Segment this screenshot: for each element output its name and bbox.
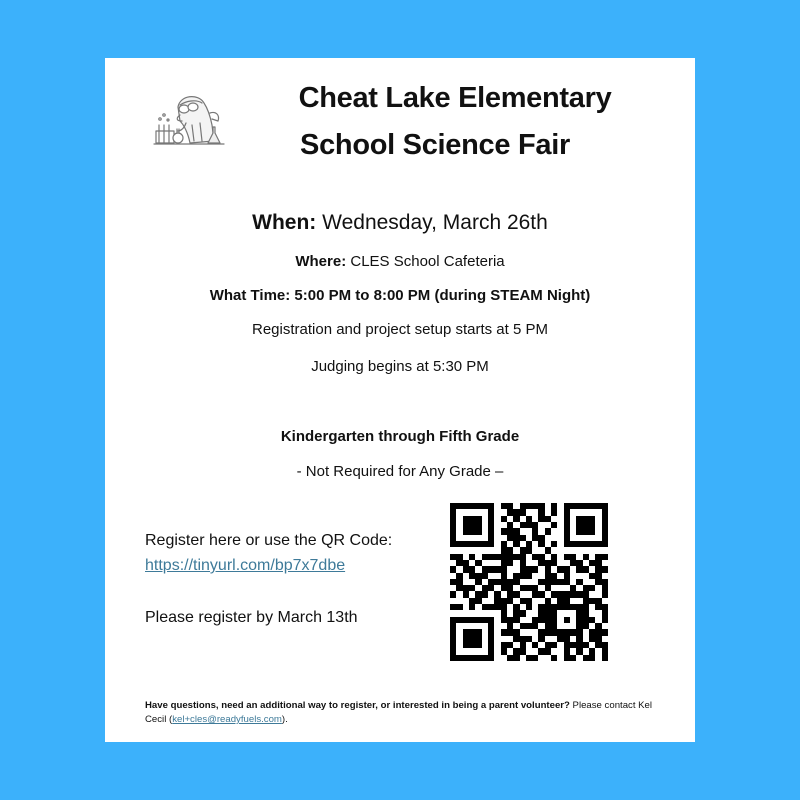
contact-email-link[interactable]: kel+cles@readyfuels.com (172, 714, 282, 725)
requirement-note: - Not Required for Any Grade – (296, 463, 504, 480)
contact-footer (145, 699, 665, 727)
when-value: Wednesday, March 26th (316, 211, 548, 234)
footer-closing: ). (281, 714, 288, 725)
footer-contact-text: Please contact Kel Cecil ( (145, 700, 653, 725)
judging-note: Judging begins at 5:30 PM (311, 358, 489, 375)
event-location (105, 253, 695, 270)
when-label: When: (252, 211, 317, 234)
page-title-line-2: School Science Fair (300, 129, 570, 161)
registration-link[interactable]: https://tinyurl.com/bp7x7dbe (145, 557, 346, 574)
dolphin-scientist-icon (150, 85, 228, 155)
flyer-page (105, 58, 695, 742)
page-title-line-1: Cheat Lake Elementary (298, 82, 612, 114)
event-time: What Time: 5:00 PM to 8:00 PM (during STEAM Night) (209, 287, 591, 304)
registration-deadline: Please register by March 13th (145, 609, 358, 626)
register-prompt: Register here or use the QR Code: (145, 532, 393, 549)
eligible-grades: Kindergarten through Fifth Grade (280, 428, 520, 445)
where-label: Where: (295, 253, 347, 270)
event-date (105, 211, 695, 235)
qr-code-icon (450, 503, 608, 661)
where-value: CLES School Cafeteria (346, 253, 505, 270)
footer-question: Have questions, need an additional way to register, or interested in being a parent volunteer? (145, 700, 570, 711)
registration-setup-note: Registration and project setup starts at 5 PM (252, 321, 548, 338)
